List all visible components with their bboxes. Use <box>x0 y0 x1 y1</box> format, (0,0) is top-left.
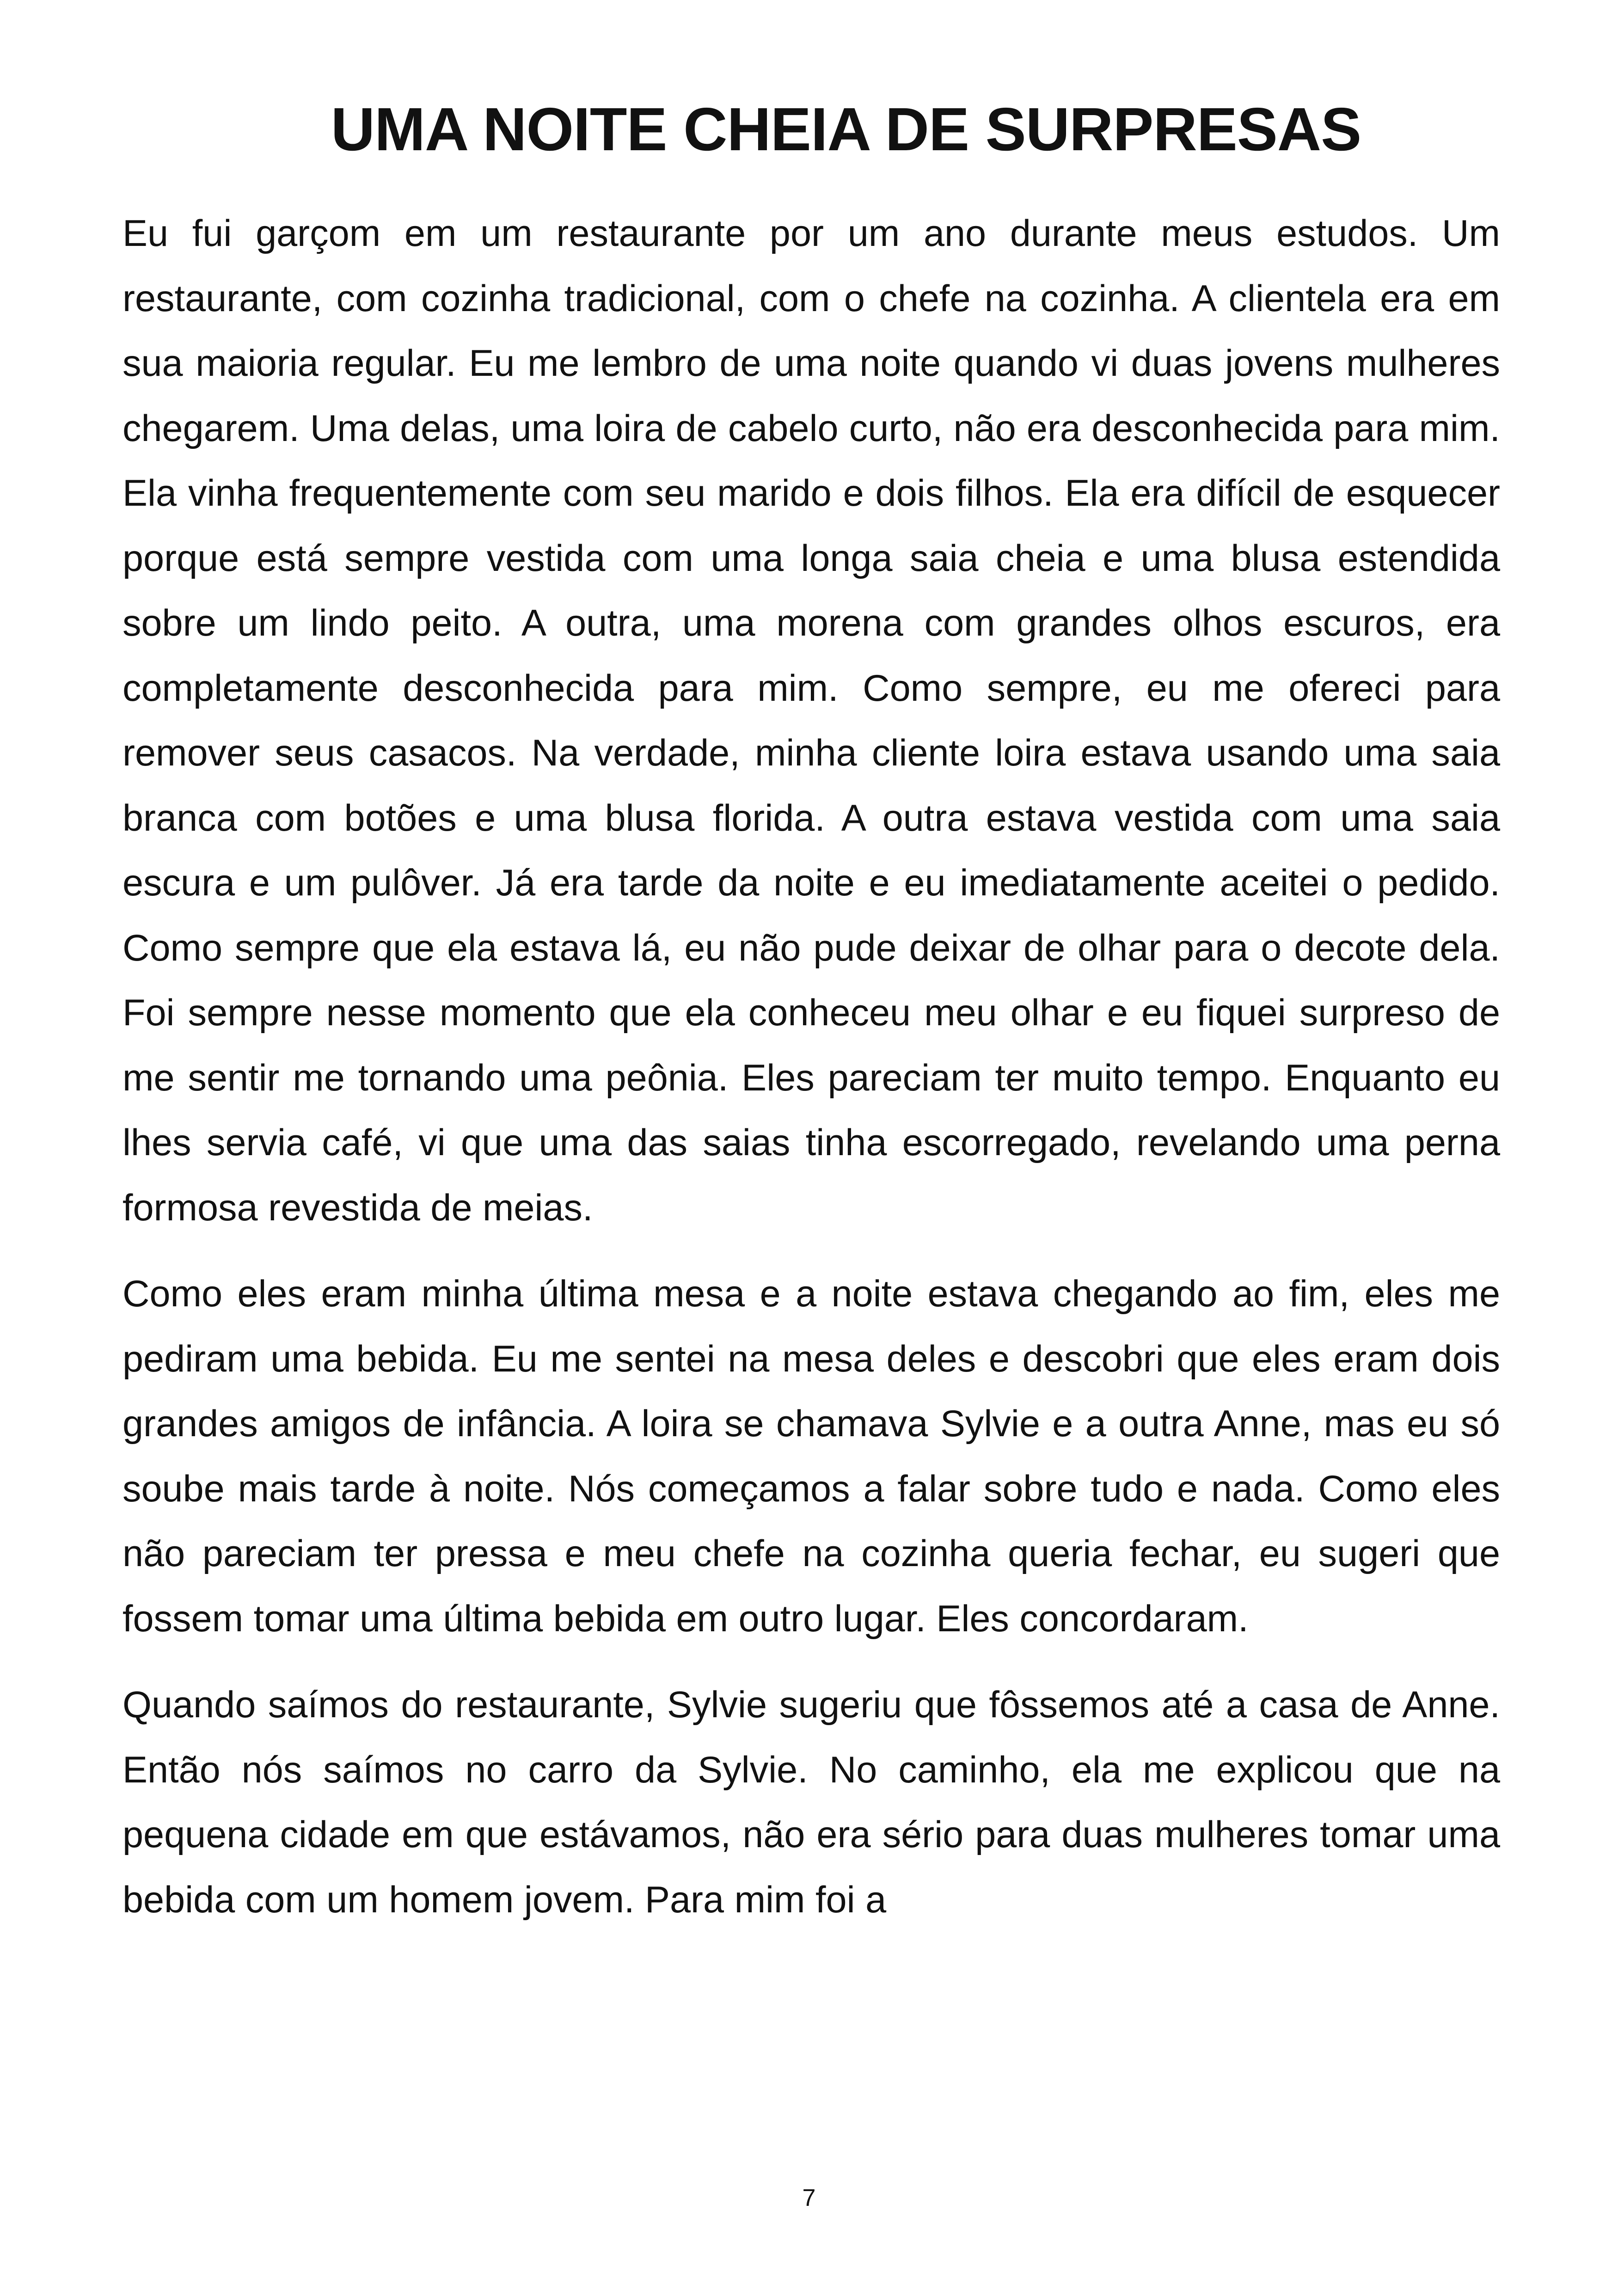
page-title: UMA NOITE CHEIA DE SURPRESAS <box>331 95 1361 163</box>
body-text <box>123 201 1500 1953</box>
page-number: 7 <box>802 2185 816 2211</box>
paragraph-3: Quando saímos do restaurante, Sylvie sugeriu que fôssemos até a casa de Anne. Então nós saímos no carro da Sylvie. No caminho, ela me explicou que na pequena cidade em que estávamos, não era sério para duas mulheres tomar uma bebida com um homem jovem. Para mim foi a <box>123 1684 1500 1921</box>
paragraph-1: Eu fui garçom em um restaurante por um ano durante meus estudos. Um restaurante, com cozinha tradicional, com o chefe na cozinha. A clientela era em sua maioria regular. Eu me lembro de uma noite quando vi duas jovens mulheres chegarem. Uma delas, uma loira de cabelo curto, não era desconhecida para mim. Ela vinha frequentemente com seu marido e dois filhos. Ela era difícil de esquecer porque está sempre vestida com uma longa saia cheia e uma blusa estendida sobre um lindo peito. A outra, uma morena com grandes olhos escuros, era completamente desconhecida para mim. Como sempre, eu me ofereci para remover seus casacos. Na verdade, minha cliente loira estava usando uma saia branca com botões e uma blusa florida. A outra estava vestida com uma saia escura e um pulôver. Já era tarde da noite e eu imediatamente aceitei o pedido. Como sempre que ela estava lá, eu não pude deixar de olhar para o decote dela. Foi sempre nesse momento que ela conheceu meu olhar e eu fiquei surpreso de me sentir me tornando uma peônia. Eles pareciam ter muito tempo. Enquanto eu lhes servia café, vi que uma das saias tinha escorregado, revelando uma perna formosa revestida de meias. <box>123 213 1500 1229</box>
paragraph-2: Como eles eram minha última mesa e a noite estava chegando ao fim, eles me pediram uma bebida. Eu me sentei na mesa deles e descobri que eles eram dois grandes amigos de infância. A loira se chamava Sylvie e a outra Anne, mas eu só soube mais tarde à noite. Nós começamos a falar sobre tudo e nada. Como eles não pareciam ter pressa e meu chefe na cozinha queria fechar, eu sugeri que fossem tomar uma última bebida em outro lugar. Eles concordaram. <box>123 1273 1500 1640</box>
